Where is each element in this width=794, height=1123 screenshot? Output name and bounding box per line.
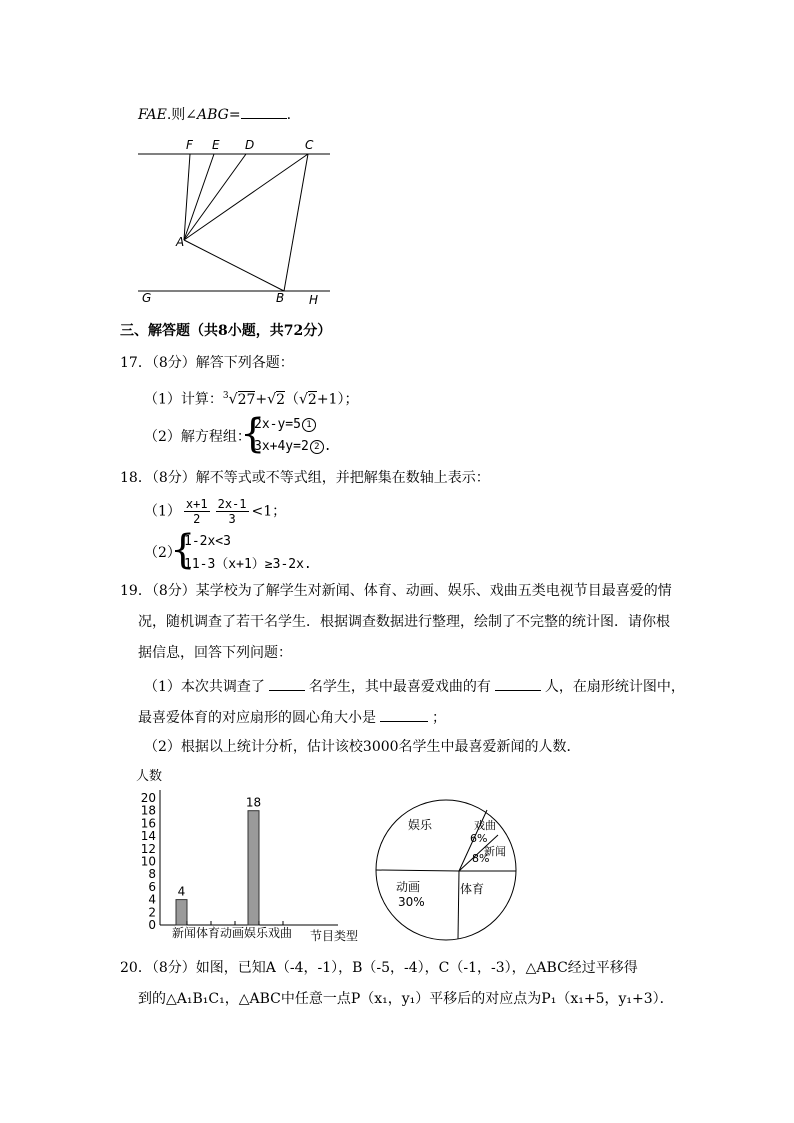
- period: .: [286, 107, 292, 123]
- bar: [176, 900, 187, 925]
- eq1-text: 2x-y=5: [254, 417, 301, 432]
- system-brace: {: [240, 411, 266, 457]
- ineq2-text: 11-3（x+1）≥3-2x: [184, 557, 304, 572]
- y-tick-label: 0: [148, 918, 156, 932]
- paren-open: （: [284, 391, 299, 408]
- q17-eq2: [254, 438, 332, 456]
- slice-pct-xinwen: 8%: [472, 852, 490, 865]
- x-tick-label: 动画: [220, 926, 245, 940]
- q18-p1-tail: <1；: [251, 503, 287, 520]
- y-tick-label: 4: [148, 892, 156, 907]
- q19-sub1-line1: [144, 676, 685, 696]
- eq2-text: 3x+4y=2: [254, 439, 309, 454]
- sqrt-content-2: 2: [307, 391, 317, 408]
- segment-cb: [284, 154, 308, 291]
- pie-divider-tiyu-donghua: [458, 871, 459, 939]
- x-ticks: [172, 921, 292, 940]
- q17-part1: [144, 387, 358, 409]
- x-tick-label: 新闻: [172, 926, 197, 940]
- slice-label-yule: 娱乐: [408, 818, 433, 832]
- y-tick-label: 8: [148, 867, 156, 882]
- q18-part1: [144, 497, 286, 526]
- q18-p1-label: （1）: [144, 503, 181, 520]
- y-tick-label: 14: [140, 829, 156, 844]
- q18-ineq2: [184, 556, 312, 574]
- segment-ae: [184, 154, 214, 240]
- label-f: F: [186, 138, 193, 152]
- x-tick-label: 戏曲: [268, 926, 293, 940]
- x-axis-label: 节目类型: [310, 929, 359, 943]
- q19-sub1-e: ；: [432, 710, 446, 726]
- sqrt-content: 2: [276, 391, 285, 408]
- q19-sub1-line2: [138, 707, 446, 727]
- total-students-blank[interactable]: [269, 676, 305, 691]
- label-b: B: [276, 291, 285, 305]
- frac1-den: 2: [193, 512, 201, 526]
- circled-mark-2: 2: [310, 440, 324, 454]
- angle-name: ABG: [197, 107, 229, 123]
- q20-line1-a: 20．（8分）如图，已知: [120, 960, 266, 976]
- equals-sign: =: [228, 107, 241, 123]
- answer-blank[interactable]: [241, 104, 287, 119]
- pie-chart: [370, 798, 520, 943]
- q19-sub1-d: 最喜爱体育的对应扇形的圆心角大小是: [138, 710, 376, 726]
- q16-answer-line: [138, 104, 291, 124]
- geometry-figure: [130, 132, 340, 312]
- bar-data-label: 4: [177, 884, 186, 899]
- slice-label-tiyu: 体育: [460, 882, 485, 896]
- y-tick-label: 6: [148, 879, 156, 894]
- x-tick-label: 体育: [196, 926, 221, 940]
- q17-heading: 17．（8分）解答下列各题：: [120, 355, 294, 371]
- frac2-num: 2x-1: [217, 497, 247, 511]
- q19-sub1-c: 人，在扇形统计图中，: [544, 679, 685, 695]
- slice-label-xiqu: 戏曲: [474, 819, 496, 832]
- y-tick-label: 16: [140, 816, 156, 831]
- y-tick-label: 12: [140, 841, 156, 856]
- frac1-num: x+1: [185, 497, 208, 511]
- bar: [248, 811, 259, 925]
- q19-line3: 据信息，回答下列问题：: [138, 645, 292, 661]
- label-g: G: [142, 291, 152, 305]
- q19-sub2: （2）根据以上统计分析，估计该校3000名学生中最喜爱新闻的人数．: [144, 739, 581, 755]
- label-c: C: [305, 138, 314, 152]
- segment-ab: [184, 240, 284, 291]
- y-axis-label: 人数: [136, 769, 163, 784]
- y-tick-label: 10: [140, 854, 156, 869]
- label-a: A: [176, 235, 185, 249]
- q17-part2-label: （2）解方程组：: [144, 429, 251, 445]
- label-d: D: [245, 138, 255, 152]
- bar-data-label: 18: [245, 795, 262, 810]
- sports-angle-blank[interactable]: [380, 707, 428, 722]
- bar-chart: [128, 764, 378, 946]
- fraction-2: [216, 497, 249, 526]
- slice-label-donghua: 动画: [396, 880, 421, 894]
- ineq-period: .: [303, 557, 312, 572]
- segment-af: [184, 154, 190, 240]
- q17-p1-tail: +1）；: [316, 391, 359, 408]
- inequality-brace: {: [170, 527, 196, 573]
- slice-label-xinwen: 新闻: [484, 845, 506, 858]
- y-ticks: [141, 791, 156, 932]
- slice-pct-xiqu: 6%: [470, 832, 488, 845]
- label-e: E: [212, 138, 220, 152]
- radical-sign: √: [228, 391, 238, 408]
- section-title: 三、解答题（共8小题，共72分）: [120, 323, 332, 339]
- label-h: H: [309, 293, 319, 307]
- y-tick-label: 18: [140, 803, 156, 818]
- q18-heading: 18．（8分）解不等式或不等式组，并把解集在数轴上表示：: [120, 470, 490, 486]
- radical-sign: √: [267, 391, 277, 408]
- slice-pct-donghua: 30%: [398, 895, 425, 909]
- q20-line1-b: A（-4，-1），B（-5，-4），C（-1，-3），△ABC经过平移得: [265, 960, 638, 976]
- x-tick-label: 娱乐: [244, 926, 269, 940]
- cube-root-content: 27: [237, 391, 256, 408]
- cube-root-index: 3: [222, 391, 229, 401]
- eq-period: .: [323, 439, 332, 454]
- fae-text: FAE: [138, 107, 167, 123]
- pie-divider-yule-donghua: [376, 870, 459, 871]
- q19-sub1-b: 名学生，其中最喜爱戏曲的有: [308, 679, 491, 695]
- q19-line2: 况，随机调查了若干名学生．根据调查数据进行整理，绘制了不完整的统计图．请你根: [138, 614, 670, 630]
- plus-sign: +: [255, 391, 268, 408]
- segment-ad: [184, 154, 246, 240]
- q18-part2-label: （2）: [144, 545, 181, 561]
- fraction-1: [184, 497, 210, 526]
- q19-line1: 19．（8分）某学校为了解学生对新闻、体育、动画、娱乐、戏曲五类电视节目最喜爱的情: [120, 583, 672, 599]
- q20-line1: [120, 959, 638, 977]
- q18-ineq1: 1-2x<3: [184, 534, 231, 549]
- q17-eq1: [254, 416, 316, 434]
- opera-count-blank[interactable]: [495, 676, 541, 691]
- q20-line2: 到的△A₁B₁C₁，△ABC中任意一点P（x₁，y₁）平移后的对应点为P₁（x₁+5，y₁+3）．: [138, 991, 674, 1007]
- y-tick-label: 2: [148, 905, 156, 920]
- frac2-den: 3: [228, 512, 236, 526]
- bars: [176, 796, 261, 925]
- y-tick-label: 20: [140, 791, 156, 805]
- circled-mark-1: 1: [302, 418, 316, 432]
- then-text: .则∠: [166, 107, 198, 123]
- q19-sub1-a: （1）本次共调查了: [144, 679, 265, 695]
- q17-p1-label: （1）计算：: [144, 391, 223, 408]
- radical-sign: √: [298, 391, 308, 408]
- segment-ac: [184, 154, 308, 240]
